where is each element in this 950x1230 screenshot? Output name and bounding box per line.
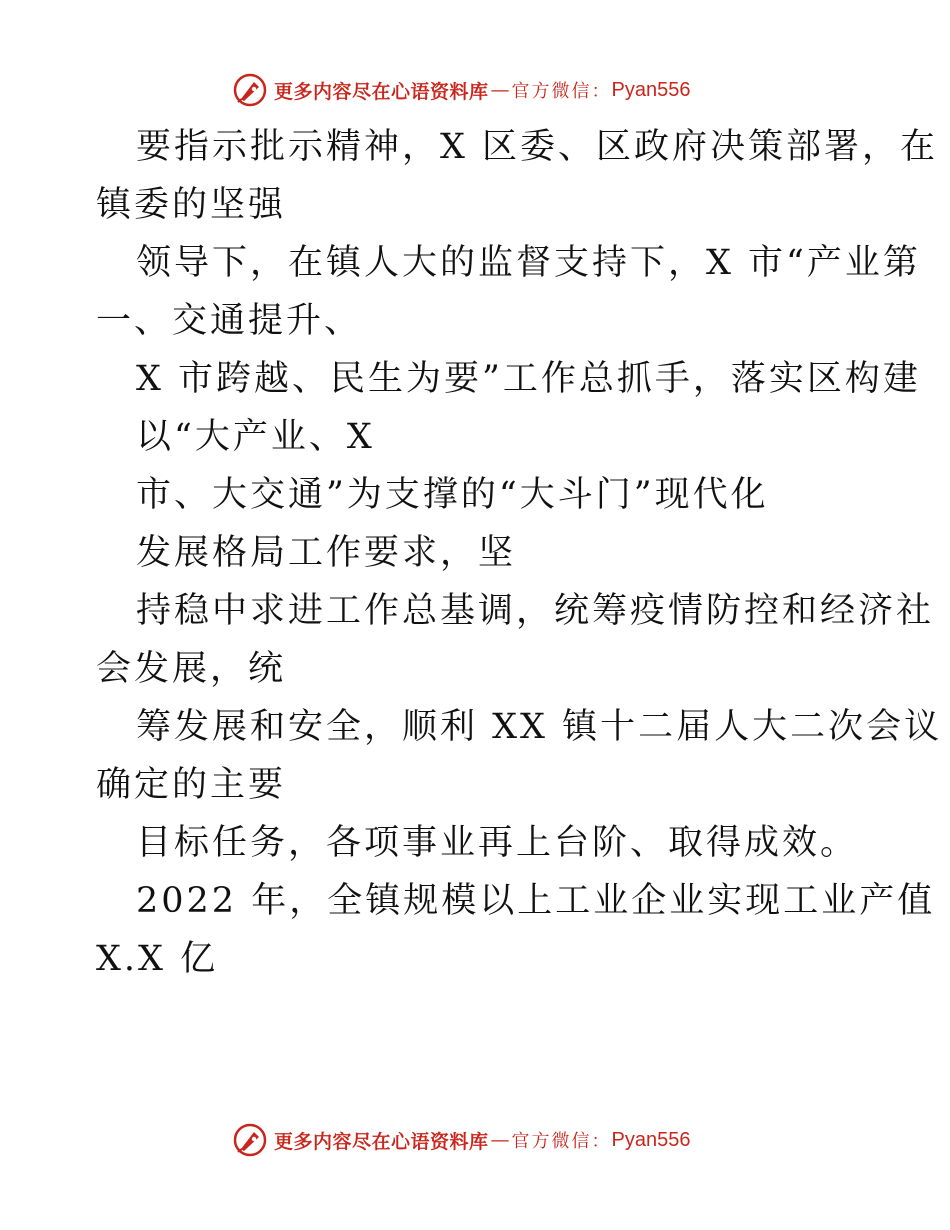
body-line: 2022 年，全镇规模以上工业企业实现工业产值: [136, 881, 936, 921]
footer-watermark: [232, 1120, 690, 1160]
watermark-title: 更多内容尽在心语资料库: [274, 1130, 489, 1153]
body-line: 镇委的坚强: [96, 185, 287, 225]
watermark-official-label: 官方微信：: [511, 81, 612, 102]
body-line: 一、交通提升、: [96, 301, 363, 341]
watermark-separator: —: [490, 1129, 510, 1151]
body-line: 以“大产业、X: [136, 417, 375, 457]
body-line: 筹发展和安全，顺利 XX 镇十二届人大二次会议: [136, 707, 943, 747]
pen-nib-logo-icon: [232, 72, 268, 108]
body-line: 市、大交通”为支撑的“大斗门”现代化: [136, 475, 769, 515]
body-line: 要指示批示精神，X 区委、区政府决策部署，在: [136, 127, 939, 167]
watermark-official-label: 官方微信：: [511, 1131, 612, 1152]
watermark-account: Pyan556: [611, 78, 691, 101]
body-line: X 市跨越、民生为要”工作总抓手，落实区构建: [136, 359, 921, 399]
body-line: 领导下，在镇人大的监督支持下，X 市“产业第: [136, 243, 921, 283]
document-body: [96, 118, 943, 988]
pen-nib-logo-icon: [232, 1122, 268, 1158]
body-line: X.X 亿: [96, 939, 219, 979]
body-line: 会发展，统: [96, 649, 287, 689]
body-line: 持稳中求进工作总基调，统筹疫情防控和经济社: [136, 591, 935, 631]
watermark-account: Pyan556: [611, 1128, 691, 1151]
watermark-separator: —: [490, 79, 510, 101]
body-line: 目标任务，各项事业再上台阶、取得成效。: [136, 823, 859, 863]
body-line: 确定的主要: [96, 765, 287, 805]
body-line: 发展格局工作要求，坚: [136, 533, 517, 573]
header-watermark: [232, 70, 690, 110]
watermark-title: 更多内容尽在心语资料库: [274, 80, 489, 103]
